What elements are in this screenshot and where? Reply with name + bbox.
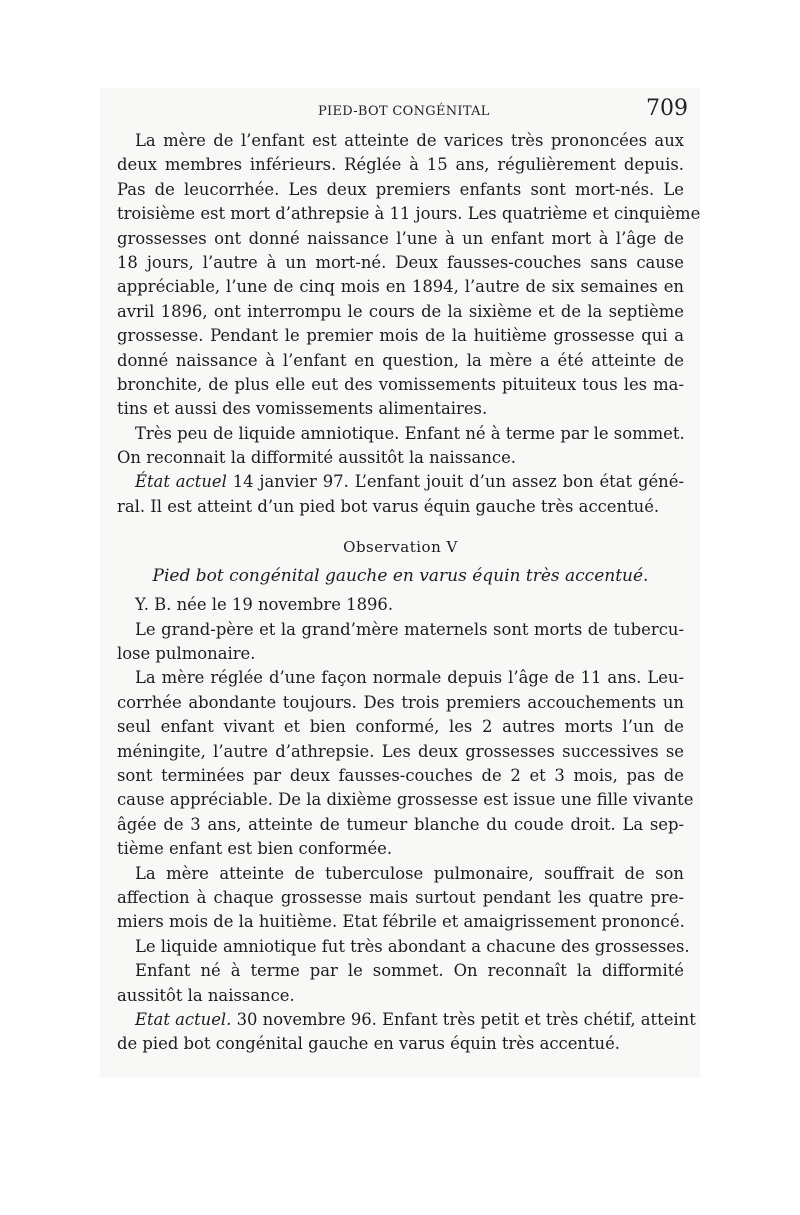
text-line: Très peu de liquide amniotique. Enfant né à terme par le sommet. xyxy=(135,423,685,443)
text-line: de pied bot congénital gauche en varus équin très accentué. xyxy=(117,1034,621,1054)
text-line: Le liquide amniotique fut très abondant a chacune des grossesses. xyxy=(135,936,690,956)
paragraph-current-state xyxy=(117,470,684,519)
text-line: seul enfant vivant et bien conformé, les 2 autres morts l’un de xyxy=(117,717,684,737)
text-line: aussitôt la naissance. xyxy=(117,985,295,1005)
text-line: grossesses ont donné naissance l’une à un enfant mort à l’âge de xyxy=(117,228,684,248)
text-line: donné naissance à l’enfant en question, la mère a été atteinte de xyxy=(117,350,684,370)
text-line: sont terminées par deux fausses-couches de 2 et 3 mois, pas de xyxy=(117,765,684,785)
page-number: 709 xyxy=(646,96,688,121)
observation-title: Observation V xyxy=(343,538,458,557)
italic-lead: Etat actuel. xyxy=(135,1009,232,1029)
text-line: appréciable, l’une de cinq mois en 1894, l’autre de six semaines en xyxy=(117,277,684,297)
text-line: Y. B. née le 19 novembre 1896. xyxy=(135,595,394,615)
text-line: La mère de l’enfant est atteinte de varices très prononcées aux xyxy=(135,131,684,150)
italic-lead: État actuel xyxy=(135,472,227,492)
text-line: 18 jours, l’autre à un mort-né. Deux fausses-couches sans cause xyxy=(117,252,684,272)
running-head: PIED-BOT CONGÉNITAL xyxy=(318,104,490,119)
text-line: avril 1896, ont interrompu le cours de la sixième et de la septième xyxy=(117,301,684,321)
paragraph-mother-history xyxy=(117,129,701,422)
text-line xyxy=(117,1008,696,1032)
text-line: grossesse. Pendant le premier mois de la huitième grossesse qui a xyxy=(117,326,684,346)
text-line: Pas de leucorrhée. Les deux premiers enfants sont mort-nés. Le xyxy=(117,179,684,199)
text-line: La mère atteinte de tuberculose pulmonaire, souffrait de son xyxy=(135,863,684,883)
text-line: âgée de 3 ans, atteinte de tumeur blanche du coude droit. La sep- xyxy=(117,814,684,834)
text-line: affection à chaque grossesse mais surtout pendant les quatre pre- xyxy=(117,887,684,907)
text-line: On reconnait la difformité aussitôt la naissance. xyxy=(117,448,516,468)
text-line: La mère réglée d’une façon normale depuis l’âge de 11 ans. Leu- xyxy=(135,668,684,688)
text-line-rest: 30 novembre 96. Enfant très petit et très chétif, atteint xyxy=(231,1009,696,1029)
text-line: ral. Il est atteint d’un pied bot varus équin gauche très accentué. xyxy=(117,496,660,516)
observation-subtitle: Pied bot congénital gauche en varus équin très accentué. xyxy=(152,566,649,587)
text-line: Enfant né à terme par le sommet. On reconnaît la difformité xyxy=(135,961,684,981)
text-line: Le grand-père et la grand’mère maternels sont morts de tubercu- xyxy=(135,619,684,639)
text-line: troisième est mort d’athrepsie à 11 jours. Les quatrième et cinquième xyxy=(117,204,701,224)
text-line: lose pulmonaire. xyxy=(117,644,256,664)
text-line-rest: 14 janvier 97. L’enfant jouit d’un assez bon état géné- xyxy=(226,472,684,492)
observation-body xyxy=(117,593,696,1056)
text-line: tins et aussi des vomissements alimentaires. xyxy=(117,399,488,419)
body-text xyxy=(117,129,701,1057)
text-line: deux membres inférieurs. Réglée à 15 ans, régulièrement depuis. xyxy=(117,155,684,175)
text-line: tième enfant est bien conformée. xyxy=(117,839,393,859)
text-line: miers mois de la huitième. Etat fébrile et amaigrissement prononcé. xyxy=(117,912,685,932)
paragraph-birth xyxy=(117,422,684,471)
text-line: méningite, l’autre d’athrepsie. Les deux grossesses successives se xyxy=(117,741,684,761)
text-line xyxy=(117,470,684,494)
text-line: bronchite, de plus elle eut des vomissements pituiteux tous les ma- xyxy=(117,374,684,394)
text-line: corrhée abondante toujours. Des trois premiers accouchements un xyxy=(117,692,684,712)
text-line: cause appréciable. De la dixième grossesse est issue une fille vivante xyxy=(117,790,694,810)
